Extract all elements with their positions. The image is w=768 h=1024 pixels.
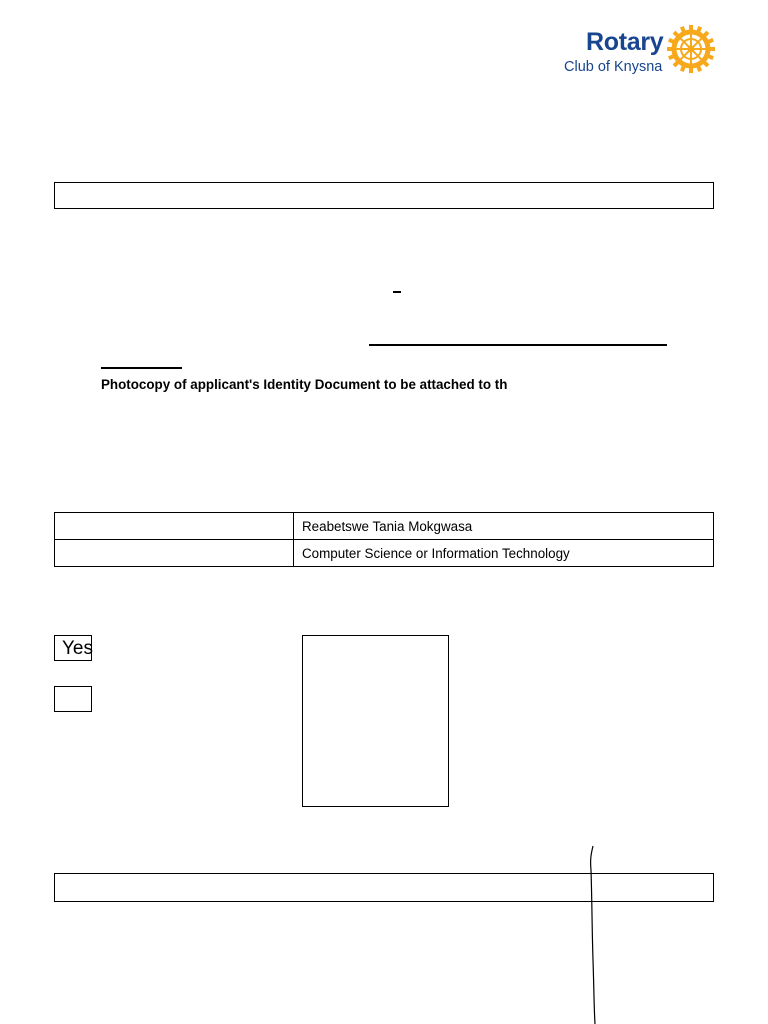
id-document-note: Photocopy of applicant's Identity Document to be attached to th [101, 377, 508, 392]
top-field-box[interactable] [54, 182, 714, 209]
applicant-name-value[interactable]: Reabetswe Tania Mokgwasa [294, 513, 714, 540]
table-row [55, 540, 714, 567]
dash-mark [393, 291, 401, 293]
club-name-text: Club of Knysna [564, 59, 663, 75]
table-row [55, 513, 714, 540]
field-of-study-label [55, 540, 294, 567]
photo-placeholder[interactable] [302, 635, 449, 807]
applicant-name-label [55, 513, 294, 540]
signature-scribble-icon [580, 840, 610, 1024]
yes-label: Yes [62, 638, 93, 659]
field-of-study-value[interactable]: Computer Science or Information Technology [294, 540, 714, 567]
signature-line[interactable] [369, 344, 667, 346]
short-underline [101, 367, 182, 369]
applicant-table [54, 512, 714, 567]
no-checkbox[interactable] [54, 686, 92, 712]
bottom-field-box[interactable] [54, 873, 714, 902]
rotary-logo-text: Rotary [586, 28, 664, 56]
rotary-wheel-icon [666, 24, 716, 74]
